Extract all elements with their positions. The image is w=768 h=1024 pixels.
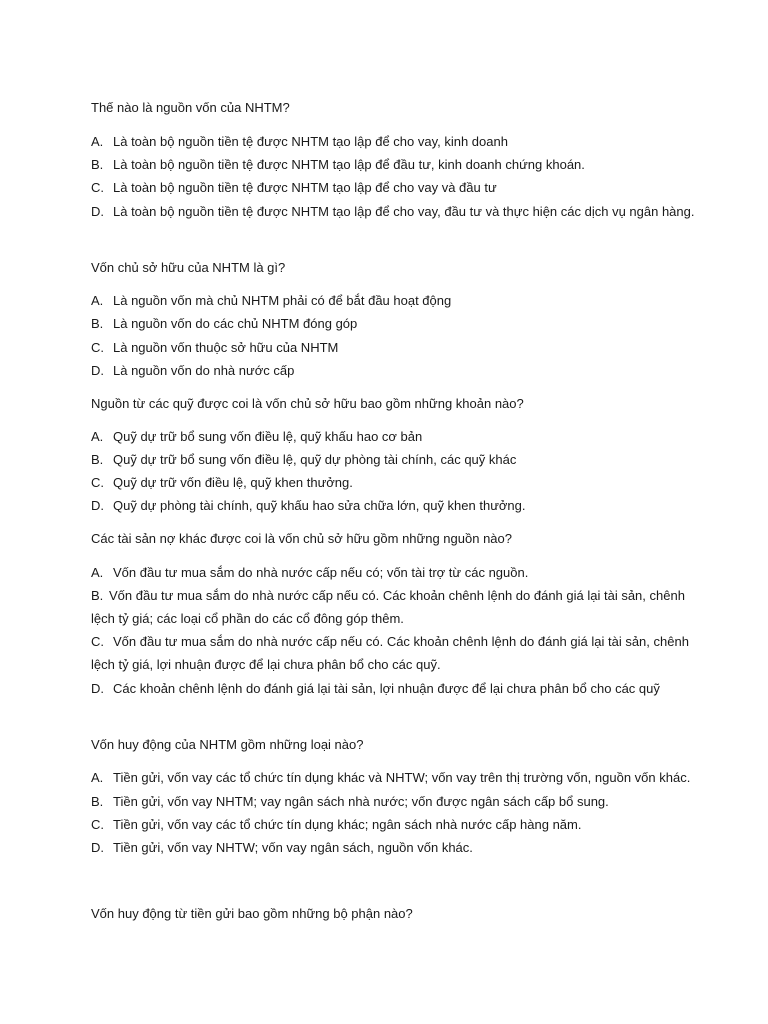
q3-option-c — [91, 475, 353, 491]
option-text: Vốn đầu tư mua sắm do nhà nước cấp nếu có; vốn tài trợ từ các nguồn. — [113, 565, 529, 580]
q4-option-c — [91, 634, 689, 650]
q1-option-a — [91, 134, 508, 150]
q3-option-a — [91, 429, 422, 445]
option-letter: C. — [91, 475, 104, 490]
q4-option-b — [91, 588, 685, 604]
option-letter: D. — [91, 840, 104, 855]
option-letter: A. — [91, 293, 104, 308]
option-text: Là toàn bộ nguồn tiền tệ được NHTM tạo lập để cho vay, kinh doanh — [113, 134, 508, 149]
option-letter: B. — [91, 316, 104, 331]
option-letter: D. — [91, 498, 104, 513]
option-letter: B. — [91, 452, 104, 467]
q5-option-c — [91, 817, 581, 833]
q2-option-a — [91, 293, 451, 309]
question-2: Vốn chủ sở hữu của NHTM là gì? — [91, 260, 286, 275]
question-4: Các tài sản nợ khác được coi là vốn chủ sở hữu gồm những nguồn nào? — [91, 531, 512, 546]
q4-option-b-continuation: lệch tỷ giá; các loại cổ phần do các cổ đông góp thêm. — [91, 611, 404, 626]
q1-option-b — [91, 157, 585, 173]
question-6: Vốn huy động từ tiền gửi bao gồm những bộ phận nào? — [91, 906, 413, 921]
option-letter: A. — [91, 770, 104, 785]
option-letter: B. — [91, 157, 104, 172]
question-1: Thế nào là nguồn vốn của NHTM? — [91, 100, 290, 115]
q2-option-d — [91, 363, 294, 379]
option-text: Quỹ dự trữ vốn điều lệ, quỹ khen thưởng. — [113, 475, 353, 490]
option-letter: B. — [91, 794, 104, 809]
option-letter: C. — [91, 817, 104, 832]
option-letter: D. — [91, 363, 104, 378]
option-letter: A. — [91, 429, 104, 444]
q4-option-a — [91, 565, 528, 581]
option-letter: A. — [91, 134, 104, 149]
question-3: Nguồn từ các quỹ được coi là vốn chủ sở hữu bao gồm những khoản nào? — [91, 396, 524, 411]
option-text: Là nguồn vốn mà chủ NHTM phải có để bắt đầu hoạt động — [113, 293, 452, 308]
q4-option-d — [91, 681, 660, 697]
q2-option-c — [91, 340, 338, 356]
option-letter: D. — [91, 204, 104, 219]
option-letter: B. — [91, 588, 104, 603]
option-text: Vốn đầu tư mua sắm do nhà nước cấp nếu có. Các khoản chênh lệnh do đánh giá lại tài sản, chênh — [109, 588, 685, 603]
q5-option-b — [91, 794, 609, 810]
option-letter: A. — [91, 565, 104, 580]
option-text: Tiền gửi, vốn vay các tổ chức tín dụng khác và NHTW; vốn vay trên thị trường vốn, nguồn vốn khác. — [113, 770, 691, 785]
question-5: Vốn huy động của NHTM gồm những loại nào? — [91, 737, 364, 752]
option-text: Vốn đầu tư mua sắm do nhà nước cấp nếu có. Các khoản chênh lệnh do đánh giá lại tài sản, chênh — [113, 634, 689, 649]
option-text: Là toàn bộ nguồn tiền tệ được NHTM tạo lập để cho vay và đầu tư — [113, 180, 497, 195]
q3-option-b — [91, 452, 516, 468]
option-text: Là nguồn vốn do nhà nước cấp — [113, 363, 295, 378]
q2-option-b — [91, 316, 357, 332]
q1-option-d — [91, 204, 694, 220]
q5-option-a — [91, 770, 690, 786]
option-text: Quỹ dự trữ bổ sung vốn điều lệ, quỹ khấu hao cơ bản — [113, 429, 423, 444]
q1-option-c — [91, 180, 497, 196]
q5-option-d — [91, 840, 473, 856]
option-letter: C. — [91, 180, 104, 195]
option-text: Các khoản chênh lệnh do đánh giá lại tài sản, lợi nhuận được để lại chưa phân bổ cho các quỹ — [113, 681, 660, 696]
option-text: Quỹ dự phòng tài chính, quỹ khấu hao sửa chữa lớn, quỹ khen thưởng. — [113, 498, 526, 513]
option-text: Quỹ dự trữ bổ sung vốn điều lệ, quỹ dự phòng tài chính, các quỹ khác — [113, 452, 517, 467]
option-letter: C. — [91, 634, 104, 649]
option-letter: C. — [91, 340, 104, 355]
option-text: Tiền gửi, vốn vay NHTM; vay ngân sách nhà nước; vốn được ngân sách cấp bổ sung. — [113, 794, 609, 809]
option-text: Tiền gửi, vốn vay NHTW; vốn vay ngân sách, nguồn vốn khác. — [113, 840, 473, 855]
q3-option-d — [91, 498, 526, 514]
q4-option-c-continuation: lệch tỷ giá, lợi nhuận được để lại chưa phân bổ cho các quỹ. — [91, 657, 441, 672]
option-text: Là nguồn vốn thuộc sở hữu của NHTM — [113, 340, 339, 355]
option-text: Tiền gửi, vốn vay các tổ chức tín dụng khác; ngân sách nhà nước cấp hàng năm. — [113, 817, 582, 832]
option-text: Là toàn bộ nguồn tiền tệ được NHTM tạo lập để đầu tư, kinh doanh chứng khoán. — [113, 157, 585, 172]
option-letter: D. — [91, 681, 104, 696]
option-text: Là toàn bộ nguồn tiền tệ được NHTM tạo lập để cho vay, đầu tư và thực hiện các dịch vụ ngân hàng. — [113, 204, 695, 219]
option-text: Là nguồn vốn do các chủ NHTM đóng góp — [113, 316, 358, 331]
